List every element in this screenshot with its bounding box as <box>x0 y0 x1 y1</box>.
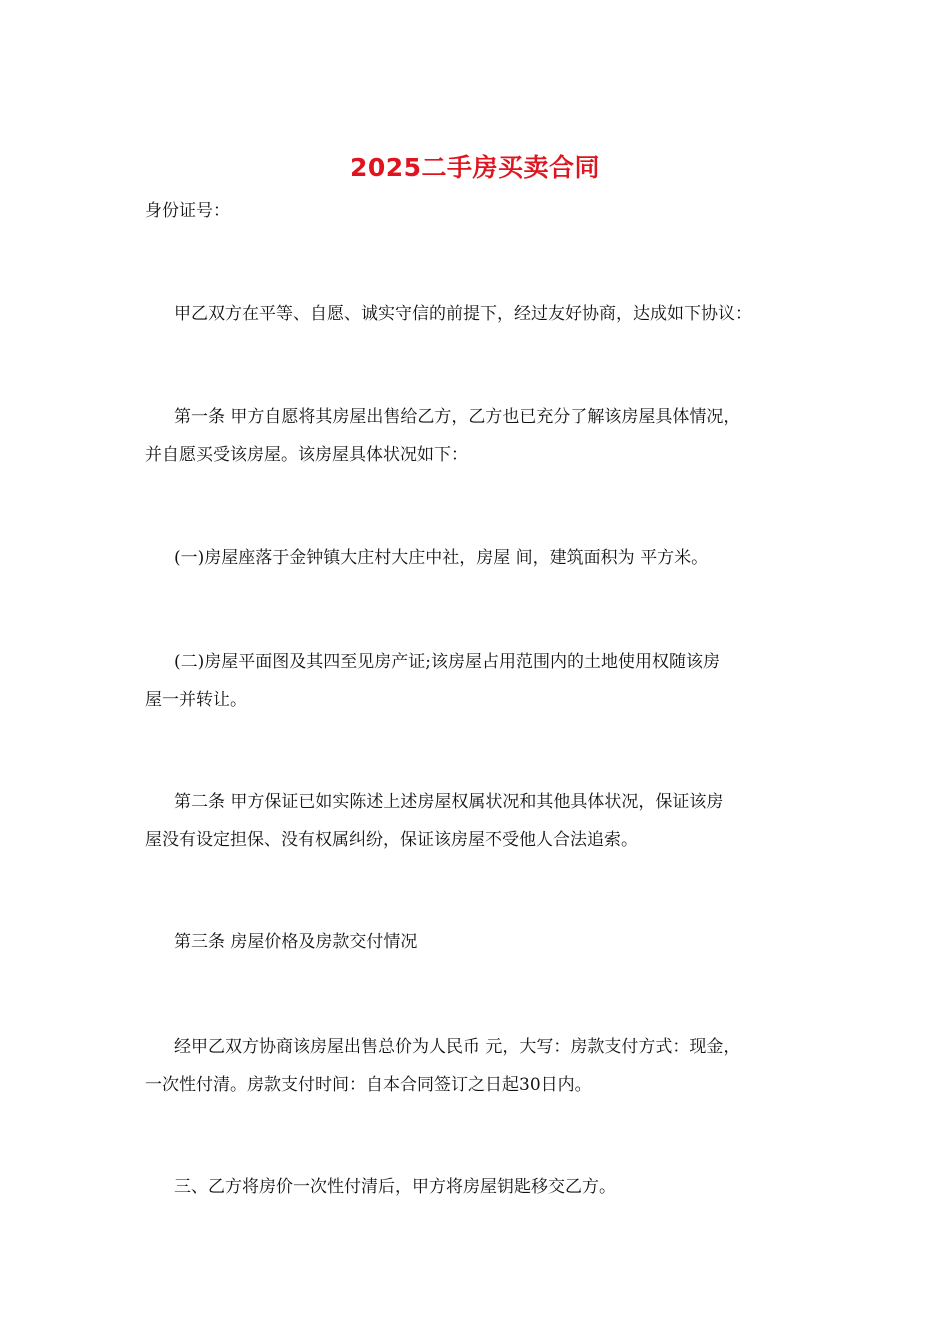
paragraph-line: 三、乙方将房价一次性付清后，甲方将房屋钥匙移交乙方。 <box>174 1177 616 1197</box>
clause-2-paragraph <box>145 643 810 719</box>
paragraph-line: 屋没有设定担保、没有权属纠纷，保证该房屋不受他人合法追索。 <box>145 830 638 850</box>
key-handover-paragraph <box>145 1168 810 1206</box>
document-title: 2025二手房买卖合同 <box>349 153 601 182</box>
article-3-heading <box>145 923 810 961</box>
paragraph-line: 一次性付清。房款支付时间：自本合同签订之日起30日内。 <box>145 1075 592 1095</box>
paragraph-line: 第一条 甲方自愿将其房屋出售给乙方，乙方也已充分了解该房屋具体情况， <box>174 407 741 427</box>
article-2-paragraph <box>145 783 810 859</box>
price-paragraph <box>145 1028 810 1104</box>
paragraph-line: 并自愿买受该房屋。该房屋具体状况如下： <box>145 445 468 465</box>
paragraph-line: (一)房屋座落于金钟镇大庄村大庄中社，房屋 间，建筑面积为 平方米。 <box>174 548 709 568</box>
preamble-paragraph <box>145 295 810 333</box>
id-label-line: 身份证号： <box>145 201 230 221</box>
paragraph-line: 经甲乙双方协商该房屋出售总价为人民币 元，大写：房款支付方式：现金， <box>174 1037 741 1057</box>
paragraph-line: 屋一并转让。 <box>145 690 247 710</box>
paragraph-line: 第二条 甲方保证已如实陈述上述房屋权属状况和其他具体状况，保证该房 <box>174 792 724 812</box>
paragraph-line: 第三条 房屋价格及房款交付情况 <box>174 932 418 952</box>
clause-1-paragraph <box>145 539 810 577</box>
article-1-paragraph <box>145 398 810 474</box>
id-number-label <box>145 192 810 230</box>
paragraph-line: (二)房屋平面图及其四至见房产证;该房屋占用范围内的土地使用权随该房 <box>174 652 720 672</box>
paragraph-line: 甲乙双方在平等、自愿、诚实守信的前提下，经过友好协商，达成如下协议： <box>174 304 752 324</box>
